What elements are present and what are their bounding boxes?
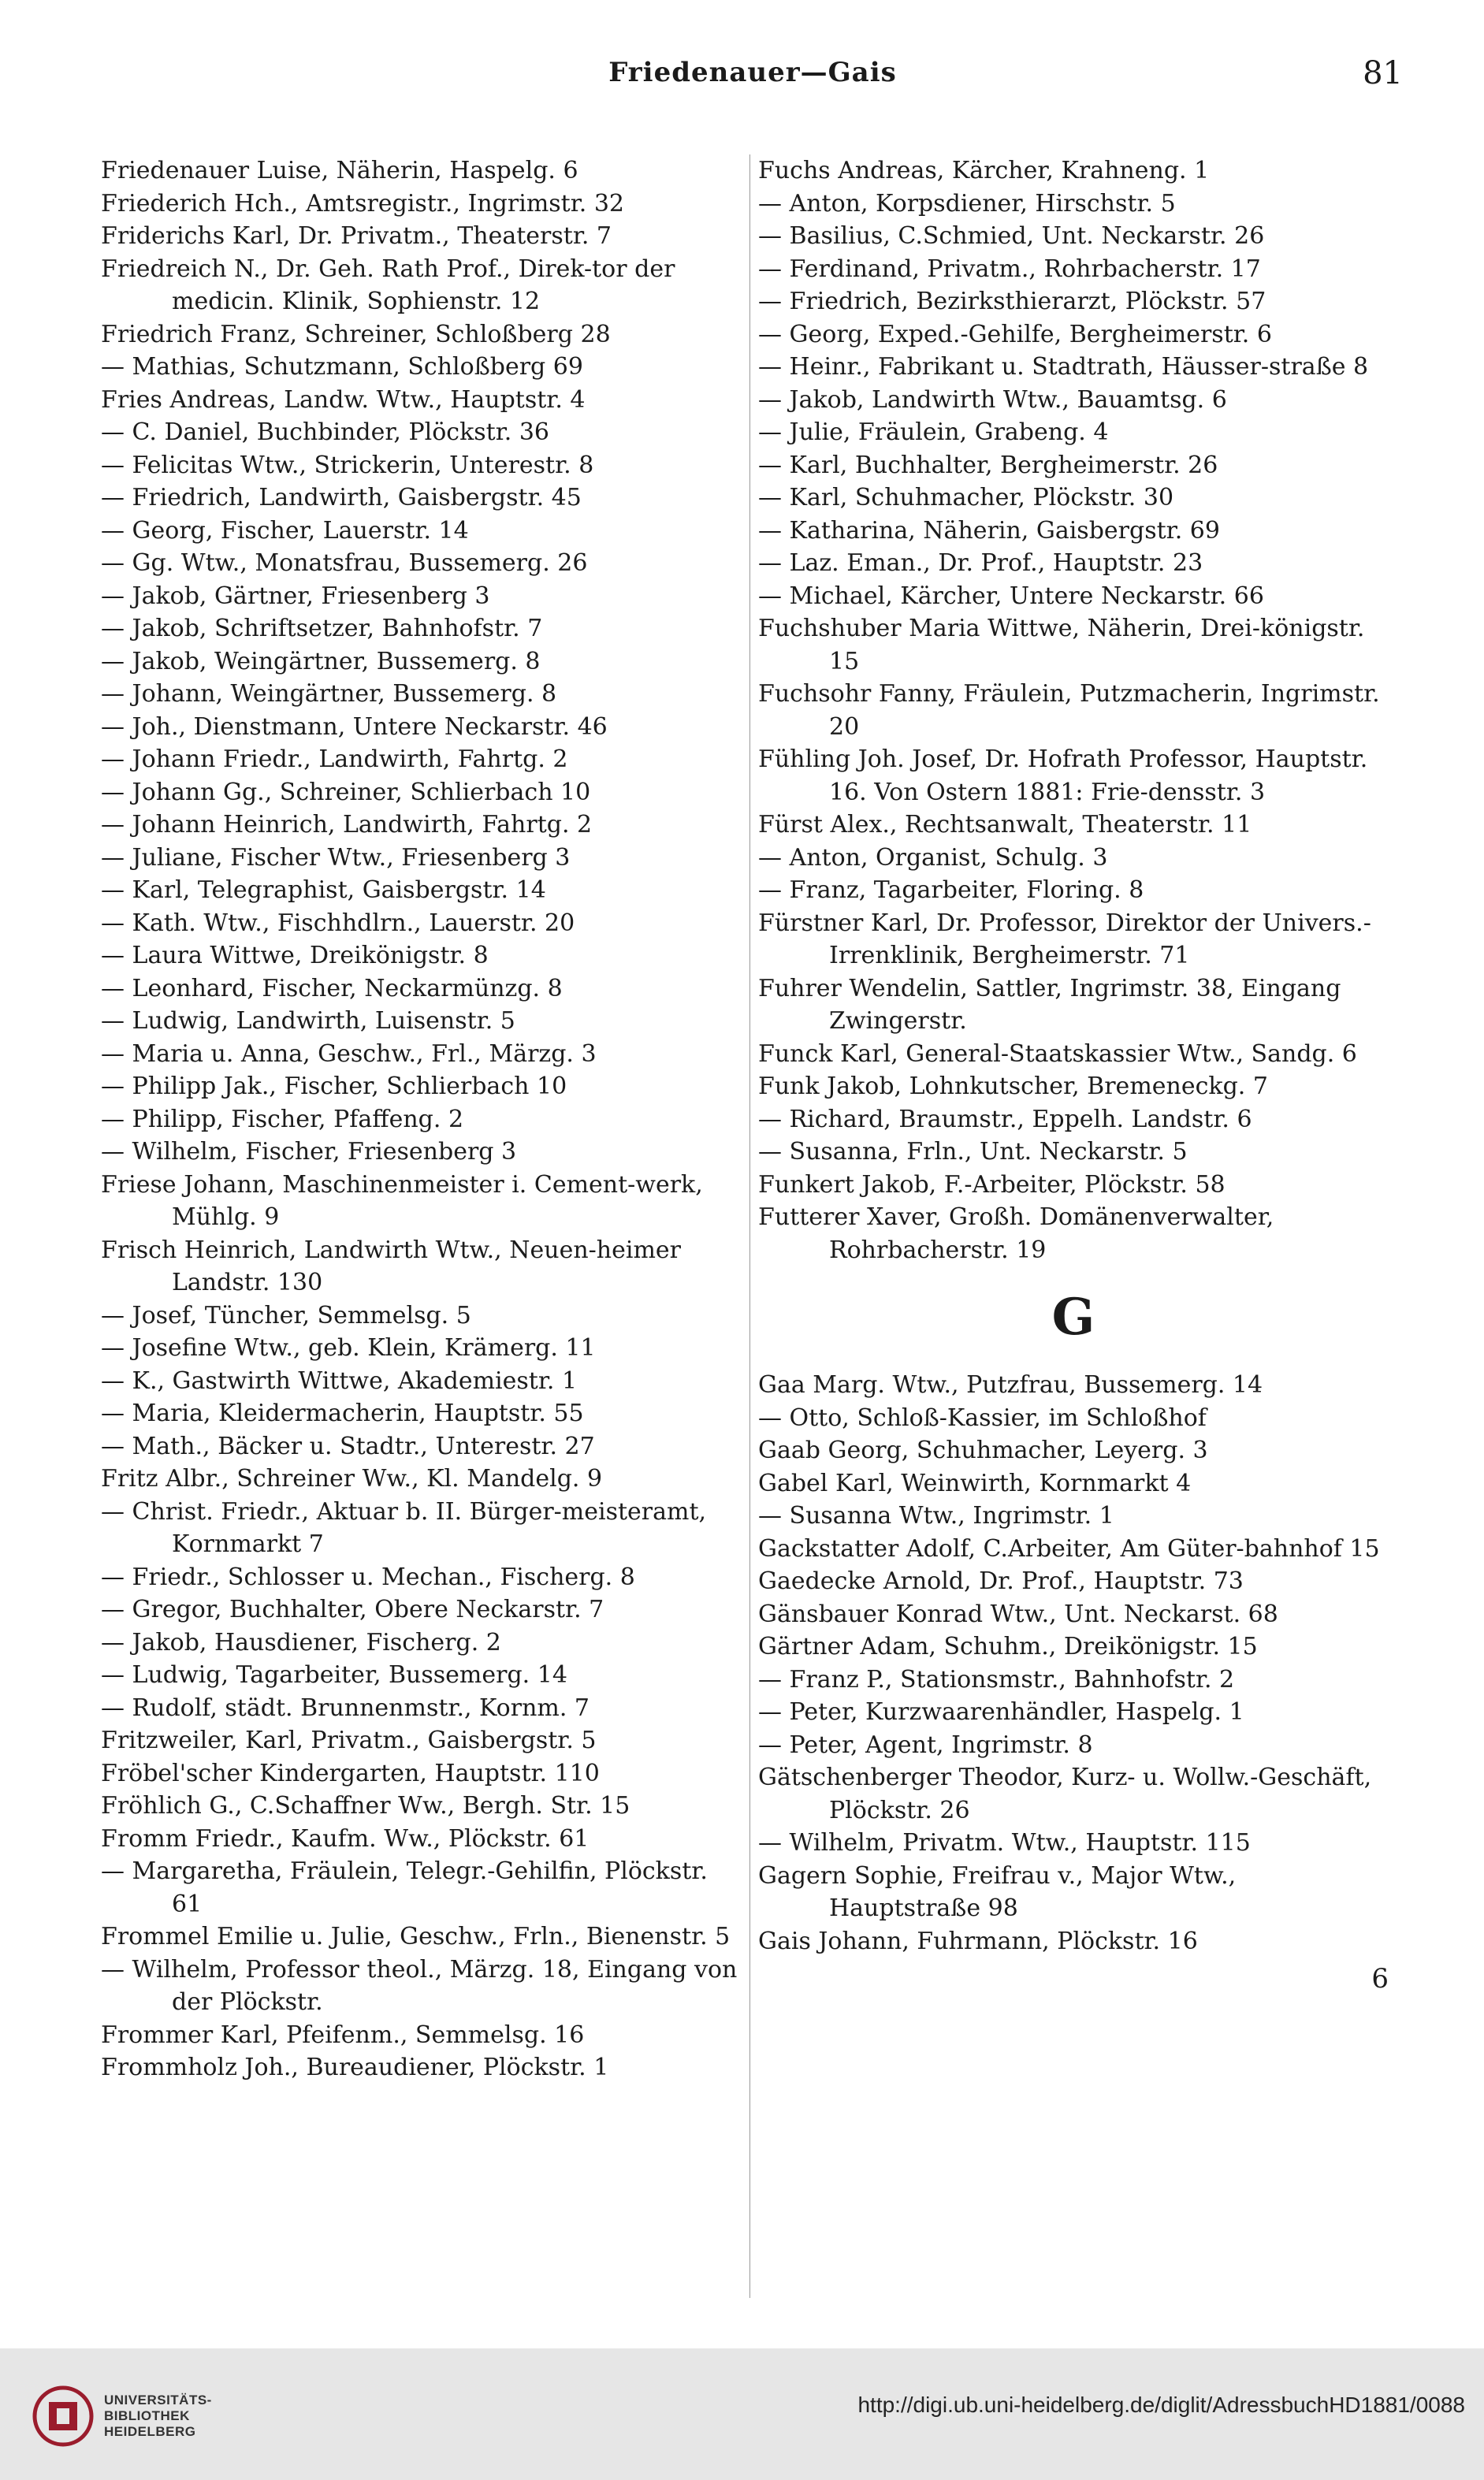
directory-entry: — Jakob, Hausdiener, Fischerg. 2 <box>101 1628 501 1656</box>
directory-entry: Friedreich N., Dr. Geh. Rath Prof., Direk-tor der medicin. Klinik, Sophienstr. 12 <box>101 255 675 315</box>
directory-entry: — Johann Gg., Schreiner, Schlierbach 10 <box>101 778 591 806</box>
logo-text <box>104 2393 212 2440</box>
directory-entry: — Johann Friedr., Landwirth, Fahrtg. 2 <box>101 745 568 773</box>
directory-entry: — Karl, Telegraphist, Gaisbergstr. 14 <box>101 876 546 904</box>
directory-entry: Gänsbauer Konrad Wtw., Unt. Neckarst. 68 <box>758 1600 1278 1628</box>
directory-entry: — Michael, Kärcher, Untere Neckarstr. 66 <box>758 582 1264 610</box>
directory-entry: — Franz, Tagarbeiter, Floring. 8 <box>758 876 1144 904</box>
directory-entry: — Josefine Wtw., geb. Klein, Krämerg. 11 <box>101 1334 596 1362</box>
directory-entry: Gärtner Adam, Schuhm., Dreikönigstr. 15 <box>758 1633 1258 1660</box>
directory-entry: Friederich Hch., Amtsregistr., Ingrimstr. 32 <box>101 189 625 218</box>
directory-entry: — Josef, Tüncher, Semmelsg. 5 <box>101 1301 471 1329</box>
directory-entry: — Georg, Fischer, Lauerstr. 14 <box>101 516 469 545</box>
right-column <box>758 154 1389 1995</box>
directory-entry: Funk Jakob, Lohnkutscher, Bremeneckg. 7 <box>758 1073 1268 1100</box>
logo-line: UNIVERSITÄTS- <box>104 2393 212 2407</box>
directory-entry: — Susanna, Frln., Unt. Neckarstr. 5 <box>758 1138 1188 1166</box>
directory-entry: — Julie, Fräulein, Grabeng. 4 <box>758 418 1109 446</box>
directory-entry: Gackstatter Adolf, C.Arbeiter, Am Güter-bahnhof 15 <box>758 1534 1380 1563</box>
directory-entry: — Maria, Kleidermacherin, Hauptstr. 55 <box>101 1400 584 1427</box>
footer-bar <box>0 2348 1484 2480</box>
g-entries <box>758 1369 1389 1958</box>
page-number: 81 <box>1363 55 1403 91</box>
directory-entry: — Felicitas Wtw., Strickerin, Unterestr. 8 <box>101 451 594 479</box>
directory-entry: — Wilhelm, Privatm. Wtw., Hauptstr. 115 <box>758 1829 1251 1857</box>
directory-entry: — Gregor, Buchhalter, Obere Neckarstr. 7 <box>101 1596 604 1623</box>
directory-entry: Gais Johann, Fuhrmann, Plöckstr. 16 <box>758 1927 1198 1955</box>
directory-entry: — Jakob, Gärtner, Friesenberg 3 <box>101 582 490 610</box>
logo-line: HEIDELBERG <box>104 2424 196 2439</box>
directory-entry: — Georg, Exped.-Gehilfe, Bergheimerstr. 6 <box>758 320 1272 348</box>
directory-entry: — C. Daniel, Buchbinder, Plöckstr. 36 <box>101 418 550 446</box>
directory-entry: — Margaretha, Fräulein, Telegr.-Gehilfin, Plöckstr. 61 <box>101 1857 708 1918</box>
directory-entry: — Franz P., Stationsmstr., Bahnhofstr. 2 <box>758 1665 1235 1694</box>
directory-entry: — Ludwig, Landwirth, Luisenstr. 5 <box>101 1007 515 1035</box>
directory-entry: Fröhlich G., C.Schaffner Ww., Bergh. Str. 15 <box>101 1792 630 1820</box>
directory-entry: — Kath. Wtw., Fischhdlrn., Lauerstr. 20 <box>101 909 575 937</box>
directory-entry: — Friedrich, Bezirksthierarzt, Plöckstr. 57 <box>758 288 1266 315</box>
directory-entry: Fritzweiler, Karl, Privatm., Gaisbergstr. 5 <box>101 1727 597 1754</box>
directory-entry: — Otto, Schloß-Kassier, im Schloßhof <box>758 1404 1207 1432</box>
directory-entry: Friedenauer Luise, Näherin, Haspelg. 6 <box>101 157 578 184</box>
directory-entry: Fries Andreas, Landw. Wtw., Hauptstr. 4 <box>101 385 586 414</box>
page-header <box>102 50 1403 106</box>
directory-entry: — Ferdinand, Privatm., Rohrbacherstr. 17 <box>758 255 1261 283</box>
directory-entry: Fromm Friedr., Kaufm. Ww., Plöckstr. 61 <box>101 1824 590 1853</box>
directory-entry: Fürst Alex., Rechtsanwalt, Theaterstr. 11 <box>758 811 1252 838</box>
directory-entry: Fröbel'scher Kindergarten, Hauptstr. 110 <box>101 1759 600 1787</box>
directory-entry: — Jakob, Schriftsetzer, Bahnhofstr. 7 <box>101 615 543 642</box>
signature-mark: 6 <box>1371 1963 1389 1995</box>
directory-entry: — Ludwig, Tagarbeiter, Bussemerg. 14 <box>101 1661 567 1689</box>
directory-entry: Fuchsohr Fanny, Fräulein, Putzmacherin, Ingrimstr. 20 <box>758 680 1380 741</box>
directory-entry: — Katharina, Näherin, Gaisbergstr. 69 <box>758 516 1220 545</box>
library-logo[interactable] <box>32 2372 299 2459</box>
directory-entry: Gaedecke Arnold, Dr. Prof., Hauptstr. 73 <box>758 1567 1244 1595</box>
directory-entry: — Philipp, Fischer, Pfaffeng. 2 <box>101 1105 464 1133</box>
f-entries <box>758 154 1389 1266</box>
directory-entry: — Math., Bäcker u. Stadtr., Unterestr. 27 <box>101 1432 595 1460</box>
directory-entry: Fühling Joh. Josef, Dr. Hofrath Professor, Hauptstr. 16. Von Ostern 1881: Frie-densstr. 3 <box>758 745 1368 806</box>
directory-entry: Friese Johann, Maschinenmeister i. Cement-werk, Mühlg. 9 <box>101 1170 703 1231</box>
directory-entry: — Peter, Kurzwaarenhändler, Haspelg. 1 <box>758 1698 1244 1726</box>
directory-entry: Fritz Albr., Schreiner Ww., Kl. Mandelg. 9 <box>101 1465 603 1493</box>
directory-entry: — Jakob, Weingärtner, Bussemerg. 8 <box>101 647 541 675</box>
directory-entry: — Friedr., Schlosser u. Mechan., Fischerg. 8 <box>101 1563 635 1591</box>
logo-line: BIBLIOTHEK <box>104 2408 190 2423</box>
directory-entry: — Anton, Korpsdiener, Hirschstr. 5 <box>758 189 1176 218</box>
directory-entry: Fürstner Karl, Dr. Professor, Direktor der Univers.-Irrenklinik, Bergheimerstr. 71 <box>758 909 1371 969</box>
directory-entry: — Heinr., Fabrikant u. Stadtrath, Häusser-straße 8 <box>758 353 1369 381</box>
left-column <box>101 154 741 2084</box>
directory-entry: — Susanna Wtw., Ingrimstr. 1 <box>758 1502 1114 1530</box>
directory-entry: Gagern Sophie, Freifrau v., Major Wtw., Hauptstraße 98 <box>758 1861 1237 1922</box>
directory-entry: — Basilius, C.Schmied, Unt. Neckarstr. 26 <box>758 222 1265 250</box>
directory-entry: Frommel Emilie u. Julie, Geschw., Frln., Bienenstr. 5 <box>101 1923 731 1950</box>
directory-entry: Funkert Jakob, F.-Arbeiter, Plöckstr. 58 <box>758 1170 1226 1199</box>
directory-entry: Friedrich Franz, Schreiner, Schloßberg 28 <box>101 320 611 348</box>
directory-entry: Frommholz Joh., Bureaudiener, Plöckstr. 1 <box>101 2054 609 2081</box>
directory-entry: — Joh., Dienstmann, Untere Neckarstr. 46 <box>101 712 608 741</box>
directory-entry: Fuchshuber Maria Wittwe, Näherin, Drei-königstr. 15 <box>758 615 1365 675</box>
directory-entry: — Jakob, Landwirth Wtw., Bauamtsg. 6 <box>758 385 1227 414</box>
directory-entry: Friderichs Karl, Dr. Privatm., Theaterstr. 7 <box>101 222 612 250</box>
directory-entry: — Maria u. Anna, Geschw., Frl., Märzg. 3 <box>101 1039 597 1068</box>
directory-entry: — Friedrich, Landwirth, Gaisbergstr. 45 <box>101 484 582 511</box>
directory-entry: — Richard, Braumstr., Eppelh. Landstr. 6 <box>758 1105 1252 1133</box>
running-head: Friedenauer—Gais <box>608 57 897 88</box>
directory-entry: — Johann, Weingärtner, Bussemerg. 8 <box>101 680 557 708</box>
directory-entry: — Philipp Jak., Fischer, Schlierbach 10 <box>101 1073 567 1100</box>
directory-entry: Gaab Georg, Schuhmacher, Leyerg. 3 <box>758 1437 1208 1464</box>
directory-entry: — Peter, Agent, Ingrimstr. 8 <box>758 1731 1093 1759</box>
directory-entry: — Karl, Schuhmacher, Plöckstr. 30 <box>758 484 1174 511</box>
directory-entry: — Wilhelm, Professor theol., Märzg. 18, Eingang von der Plöckstr. <box>101 1955 738 2016</box>
directory-entry: — Leonhard, Fischer, Neckarmünzg. 8 <box>101 974 563 1002</box>
directory-entry: — Mathias, Schutzmann, Schloßberg 69 <box>101 353 583 381</box>
directory-entry: — Johann Heinrich, Landwirth, Fahrtg. 2 <box>101 811 593 838</box>
directory-entry: Frisch Heinrich, Landwirth Wtw., Neuen-heimer Landstr. 130 <box>101 1236 681 1296</box>
directory-entry: Frommer Karl, Pfeifenm., Semmelsg. 16 <box>101 2021 585 2049</box>
directory-entry: — Anton, Organist, Schulg. 3 <box>758 843 1108 872</box>
directory-entry: Fuchs Andreas, Kärcher, Krahneng. 1 <box>758 157 1210 184</box>
directory-entry: — Karl, Buchhalter, Bergheimerstr. 26 <box>758 451 1218 479</box>
directory-entry: Gätschenberger Theodor, Kurz- u. Wollw.-Geschäft, Plöckstr. 26 <box>758 1764 1372 1824</box>
directory-entry: — Gg. Wtw., Monatsfrau, Bussemerg. 26 <box>101 549 588 577</box>
directory-entry: — Christ. Friedr., Aktuar b. II. Bürger-meisteramt, Kornmarkt 7 <box>101 1497 707 1558</box>
directory-entry: Fuhrer Wendelin, Sattler, Ingrimstr. 38, Eingang Zwingerstr. <box>758 974 1341 1035</box>
library-seal-icon <box>32 2385 95 2448</box>
directory-entry: — Rudolf, städt. Brunnenmstr., Kornm. 7 <box>101 1694 590 1722</box>
section-letter-g: G <box>1051 1288 1095 1347</box>
directory-entry: — K., Gastwirth Wittwe, Akademiestr. 1 <box>101 1366 578 1395</box>
column-divider <box>749 154 750 2298</box>
directory-entry: — Wilhelm, Fischer, Friesenberg 3 <box>101 1138 517 1166</box>
directory-entry: — Juliane, Fischer Wtw., Friesenberg 3 <box>101 843 571 872</box>
directory-entry: Funck Karl, General-Staatskassier Wtw., Sandg. 6 <box>758 1039 1357 1068</box>
directory-entry: Gaa Marg. Wtw., Putzfrau, Bussemerg. 14 <box>758 1371 1263 1399</box>
directory-entry: Futterer Xaver, Großh. Domänenverwalter, Rohrbacherstr. 19 <box>758 1203 1274 1264</box>
directory-entry: Gabel Karl, Weinwirth, Kornmarkt 4 <box>758 1469 1192 1497</box>
directory-entry: — Laura Wittwe, Dreikönigstr. 8 <box>101 942 489 969</box>
source-url[interactable]: http://digi.ub.uni-heidelberg.de/diglit/AdressbuchHD1881/0088 <box>857 2393 1465 2417</box>
directory-entry: — Laz. Eman., Dr. Prof., Hauptstr. 23 <box>758 549 1203 577</box>
